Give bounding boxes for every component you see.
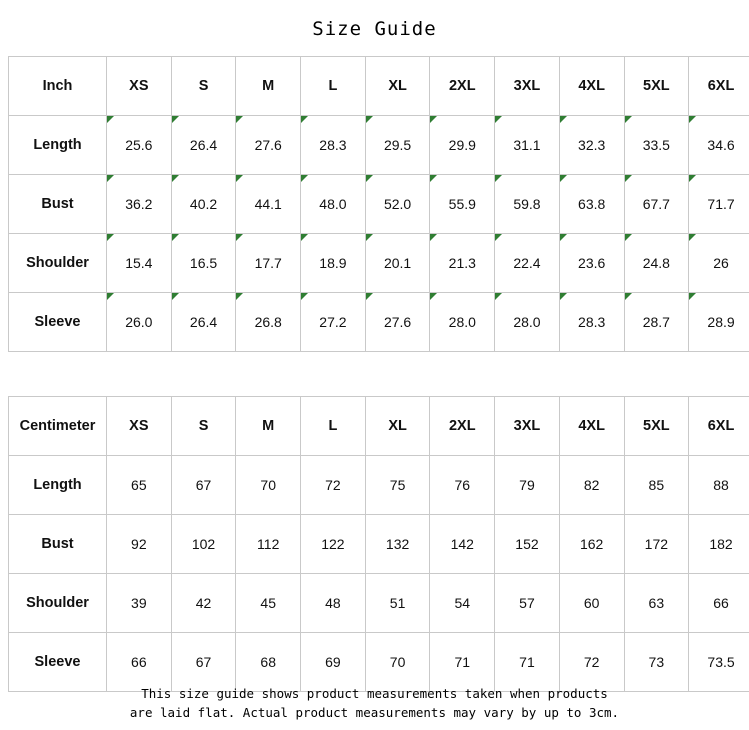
size-header-6xl: 6XL <box>689 397 749 456</box>
centimeter-table-container <box>0 396 749 692</box>
size-header-l: L <box>301 57 366 116</box>
table-row <box>9 633 749 692</box>
size-header-2xl: 2XL <box>430 397 495 456</box>
cell-length-6xl: 88 <box>689 456 749 515</box>
cell-shoulder-6xl: 66 <box>689 574 749 633</box>
cell-length-xs: 65 <box>107 456 172 515</box>
cell-sleeve-m: 26.8 <box>236 293 301 352</box>
size-header-4xl: 4XL <box>559 57 624 116</box>
cell-sleeve-3xl: 28.0 <box>495 293 560 352</box>
cell-length-xs: 25.6 <box>107 116 172 175</box>
cell-shoulder-3xl: 22.4 <box>495 234 560 293</box>
cell-length-5xl: 33.5 <box>624 116 689 175</box>
cell-shoulder-4xl: 23.6 <box>559 234 624 293</box>
footer-line-1: This size guide shows product measurements taken when products <box>141 686 608 701</box>
cell-length-m: 70 <box>236 456 301 515</box>
row-label-sleeve: Sleeve <box>9 293 107 352</box>
cell-bust-3xl: 59.8 <box>495 175 560 234</box>
cell-shoulder-s: 42 <box>171 574 236 633</box>
cell-bust-4xl: 162 <box>559 515 624 574</box>
cell-shoulder-l: 48 <box>301 574 366 633</box>
row-label-length: Length <box>9 456 107 515</box>
size-header-4xl: 4XL <box>559 397 624 456</box>
inch-size-table <box>8 56 749 352</box>
cell-shoulder-3xl: 57 <box>495 574 560 633</box>
cell-bust-l: 122 <box>301 515 366 574</box>
row-label-bust: Bust <box>9 175 107 234</box>
unit-label-inch: Inch <box>9 57 107 116</box>
cell-length-s: 67 <box>171 456 236 515</box>
cell-sleeve-m: 68 <box>236 633 301 692</box>
size-header-2xl: 2XL <box>430 57 495 116</box>
size-header-xl: XL <box>365 397 430 456</box>
cell-shoulder-xs: 15.4 <box>107 234 172 293</box>
cell-sleeve-l: 27.2 <box>301 293 366 352</box>
cell-shoulder-s: 16.5 <box>171 234 236 293</box>
table-row <box>9 456 749 515</box>
cell-length-l: 72 <box>301 456 366 515</box>
row-label-sleeve: Sleeve <box>9 633 107 692</box>
cell-bust-xs: 36.2 <box>107 175 172 234</box>
cell-sleeve-4xl: 72 <box>559 633 624 692</box>
cell-shoulder-2xl: 54 <box>430 574 495 633</box>
cell-bust-l: 48.0 <box>301 175 366 234</box>
cell-shoulder-m: 45 <box>236 574 301 633</box>
table-row <box>9 293 749 352</box>
cell-shoulder-2xl: 21.3 <box>430 234 495 293</box>
cell-sleeve-6xl: 73.5 <box>689 633 749 692</box>
table-header-row <box>9 397 749 456</box>
cell-shoulder-xs: 39 <box>107 574 172 633</box>
row-label-bust: Bust <box>9 515 107 574</box>
size-header-m: M <box>236 397 301 456</box>
size-header-5xl: 5XL <box>624 57 689 116</box>
cell-length-2xl: 29.9 <box>430 116 495 175</box>
cell-length-2xl: 76 <box>430 456 495 515</box>
cell-sleeve-2xl: 28.0 <box>430 293 495 352</box>
table-header-row <box>9 57 749 116</box>
row-label-shoulder: Shoulder <box>9 234 107 293</box>
cell-bust-xl: 132 <box>365 515 430 574</box>
unit-label-centimeter: Centimeter <box>9 397 107 456</box>
size-header-xs: XS <box>107 397 172 456</box>
size-header-5xl: 5XL <box>624 397 689 456</box>
cell-bust-xs: 92 <box>107 515 172 574</box>
size-header-xs: XS <box>107 57 172 116</box>
cell-sleeve-5xl: 73 <box>624 633 689 692</box>
row-label-shoulder: Shoulder <box>9 574 107 633</box>
cell-bust-5xl: 172 <box>624 515 689 574</box>
cell-shoulder-4xl: 60 <box>559 574 624 633</box>
cell-sleeve-5xl: 28.7 <box>624 293 689 352</box>
footer-note <box>0 684 749 722</box>
row-label-length: Length <box>9 116 107 175</box>
cell-sleeve-xs: 66 <box>107 633 172 692</box>
table-row <box>9 175 749 234</box>
cell-bust-6xl: 182 <box>689 515 749 574</box>
size-header-3xl: 3XL <box>495 397 560 456</box>
cell-sleeve-xs: 26.0 <box>107 293 172 352</box>
cell-sleeve-4xl: 28.3 <box>559 293 624 352</box>
cell-sleeve-xl: 27.6 <box>365 293 430 352</box>
cell-sleeve-3xl: 71 <box>495 633 560 692</box>
cell-bust-2xl: 55.9 <box>430 175 495 234</box>
size-header-6xl: 6XL <box>689 57 749 116</box>
cell-bust-4xl: 63.8 <box>559 175 624 234</box>
table-gap-divider <box>0 352 749 396</box>
cell-sleeve-2xl: 71 <box>430 633 495 692</box>
cell-shoulder-l: 18.9 <box>301 234 366 293</box>
inch-table-container <box>0 56 749 352</box>
size-header-m: M <box>236 57 301 116</box>
cell-sleeve-s: 26.4 <box>171 293 236 352</box>
cell-length-xl: 29.5 <box>365 116 430 175</box>
cell-bust-s: 40.2 <box>171 175 236 234</box>
cell-bust-m: 44.1 <box>236 175 301 234</box>
cell-shoulder-5xl: 24.8 <box>624 234 689 293</box>
cell-length-3xl: 31.1 <box>495 116 560 175</box>
cell-bust-xl: 52.0 <box>365 175 430 234</box>
cell-shoulder-5xl: 63 <box>624 574 689 633</box>
cell-length-3xl: 79 <box>495 456 560 515</box>
table-row <box>9 116 749 175</box>
page-title: Size Guide <box>312 18 437 40</box>
cell-sleeve-l: 69 <box>301 633 366 692</box>
size-header-s: S <box>171 397 236 456</box>
cell-bust-m: 112 <box>236 515 301 574</box>
size-header-s: S <box>171 57 236 116</box>
table-row <box>9 574 749 633</box>
cell-bust-5xl: 67.7 <box>624 175 689 234</box>
cell-shoulder-xl: 51 <box>365 574 430 633</box>
cell-length-4xl: 82 <box>559 456 624 515</box>
cell-length-6xl: 34.6 <box>689 116 749 175</box>
cell-length-5xl: 85 <box>624 456 689 515</box>
cell-length-l: 28.3 <box>301 116 366 175</box>
cell-length-s: 26.4 <box>171 116 236 175</box>
centimeter-size-table <box>8 396 749 692</box>
cell-sleeve-xl: 70 <box>365 633 430 692</box>
size-header-xl: XL <box>365 57 430 116</box>
cell-sleeve-6xl: 28.9 <box>689 293 749 352</box>
table-row <box>9 234 749 293</box>
cell-shoulder-m: 17.7 <box>236 234 301 293</box>
size-header-3xl: 3XL <box>495 57 560 116</box>
cell-bust-6xl: 71.7 <box>689 175 749 234</box>
table-row <box>9 515 749 574</box>
cell-length-4xl: 32.3 <box>559 116 624 175</box>
footer-line-2: are laid flat. Actual product measurements may vary by up to 3cm. <box>129 705 620 720</box>
cell-shoulder-6xl: 26 <box>689 234 749 293</box>
cell-length-m: 27.6 <box>236 116 301 175</box>
cell-shoulder-xl: 20.1 <box>365 234 430 293</box>
cell-bust-s: 102 <box>171 515 236 574</box>
cell-bust-2xl: 142 <box>430 515 495 574</box>
cell-sleeve-s: 67 <box>171 633 236 692</box>
size-header-l: L <box>301 397 366 456</box>
cell-length-xl: 75 <box>365 456 430 515</box>
cell-bust-3xl: 152 <box>495 515 560 574</box>
